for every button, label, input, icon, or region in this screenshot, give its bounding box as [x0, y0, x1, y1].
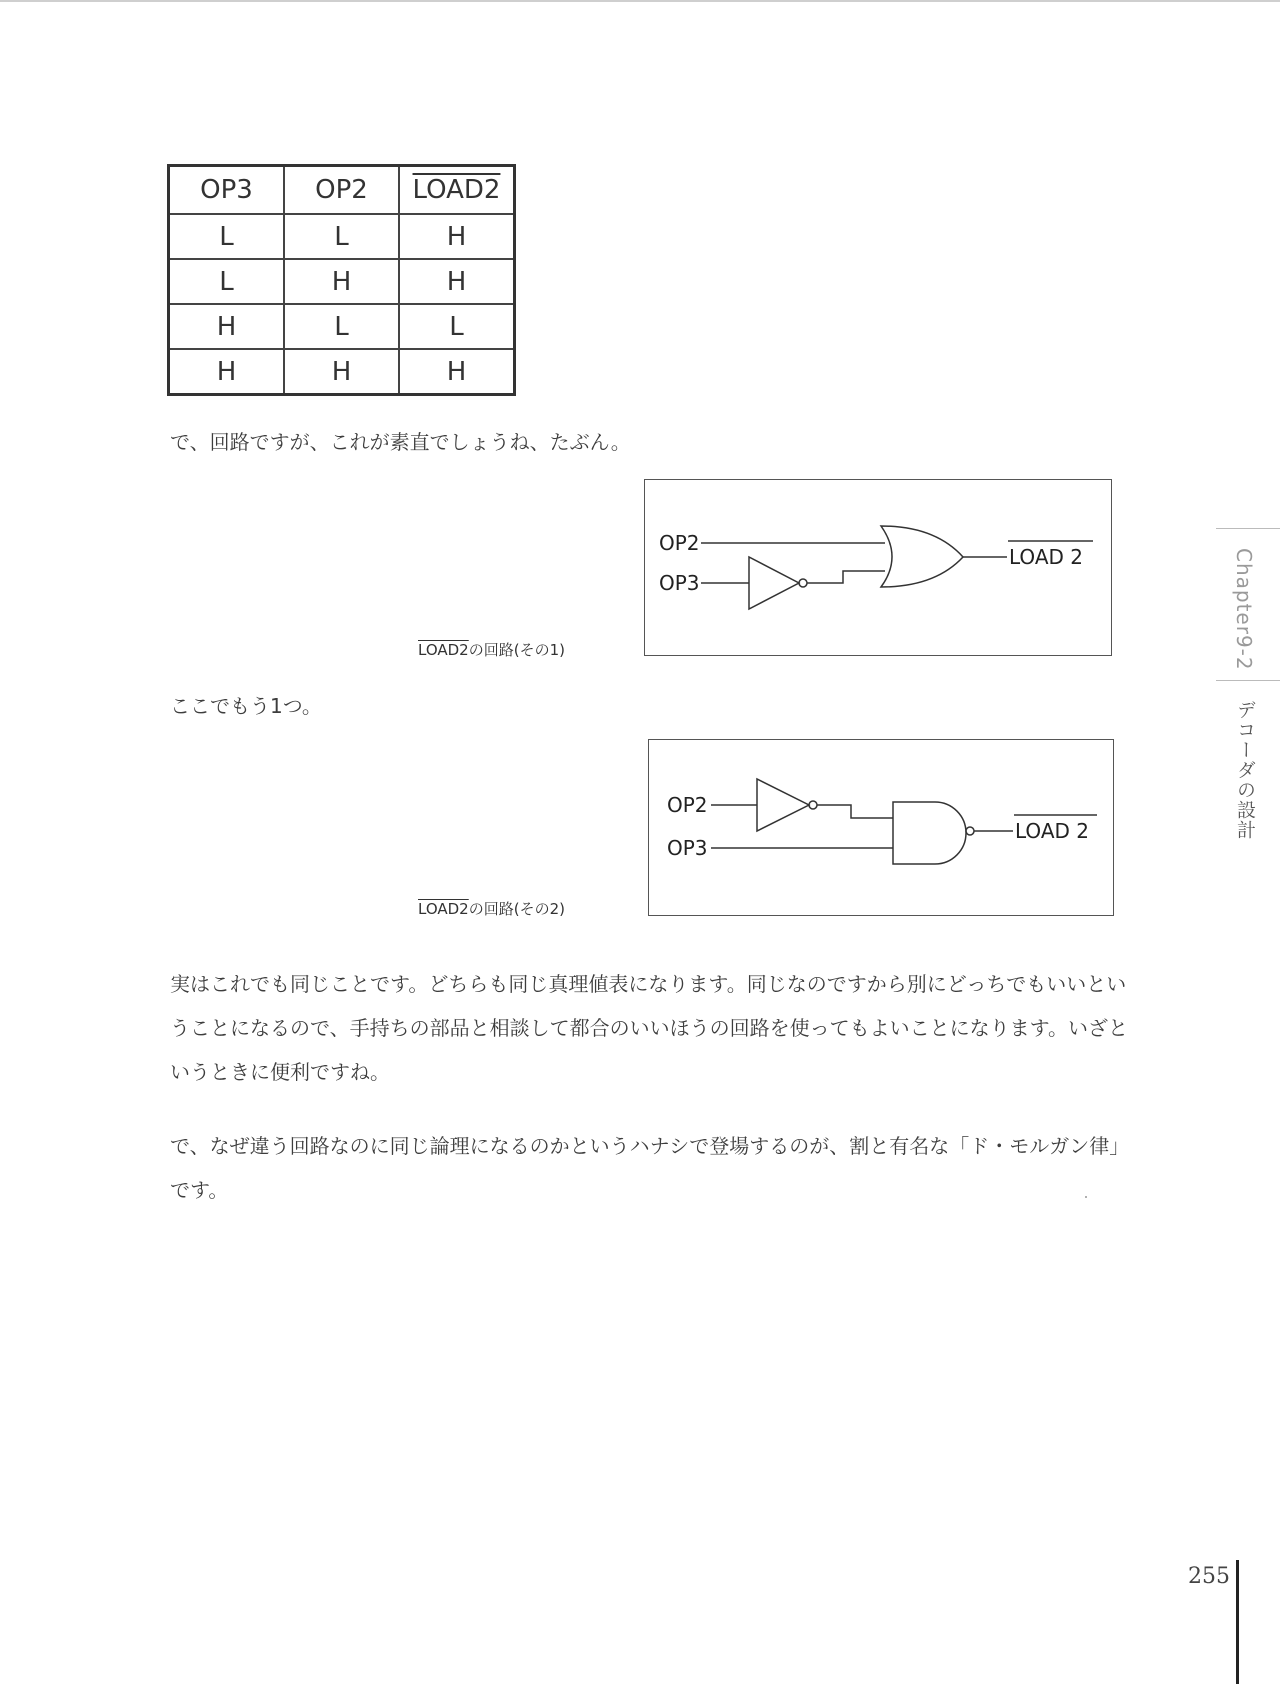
inverter-gate: [757, 779, 809, 831]
page-edge-bar: [1236, 1560, 1239, 1684]
paragraph-de-morgan: で、なぜ違う回路なのに同じ論理になるのかというハナシで登場するのが、割と有名な「ド・モルガン律」です。: [170, 1134, 1130, 1202]
caption-text: の回路(その1): [468, 641, 565, 659]
table-row: [169, 259, 515, 304]
table-cell: H: [169, 349, 285, 395]
side-tab-rule: [1216, 528, 1280, 529]
top-rule: [0, 0, 1280, 2]
table-cell: L: [284, 304, 399, 349]
inverter-gate: [749, 557, 799, 609]
label-op2: OP2: [659, 531, 700, 555]
table-cell: L: [399, 304, 515, 349]
caption-signal: LOAD2: [418, 641, 469, 659]
circuit-diagram-1: [644, 479, 1112, 656]
label-op2: OP2: [667, 793, 708, 817]
table-header-row: [169, 166, 515, 215]
side-tab-divider: [1216, 680, 1280, 681]
column-header-op2: OP2: [284, 166, 399, 215]
paragraph-equivalence: 実はこれでも同じことです。どちらも同じ真理値表になります。同じなのですから別にどっちでもいいということになるので、手持ちの部品と相談して都合のいいほうの回路を使ってもよいことになります。いざというときに便利ですね。: [170, 972, 1128, 1084]
side-tab-title: デコーダの設計: [1234, 700, 1256, 840]
table-cell: H: [284, 259, 399, 304]
table-cell: L: [169, 259, 285, 304]
table-cell: H: [284, 349, 399, 395]
circuit-diagram-2: [648, 739, 1114, 916]
page-number: 255: [1188, 1564, 1230, 1589]
caption-circuit-2: [418, 898, 565, 919]
column-header-op3: OP3: [169, 166, 285, 215]
table-cell: H: [169, 304, 285, 349]
label-op3: OP3: [659, 571, 700, 595]
paragraph-another-circuit: ここでもう1つ。: [170, 694, 322, 718]
nand-gate: [893, 802, 966, 864]
table-row: [169, 304, 515, 349]
label-load2: LOAD 2: [1015, 819, 1089, 843]
circuit-2-svg: [649, 740, 1113, 915]
table-cell: L: [284, 214, 399, 259]
table-cell: L: [169, 214, 285, 259]
table-row: [169, 214, 515, 259]
truth-table: [167, 164, 516, 396]
table-cell: H: [399, 349, 515, 395]
side-tab-chapter: Chapter9-2: [1232, 548, 1256, 671]
paragraph-intro-circuit: で、回路ですが、これが素直でしょうね、たぶん。: [170, 430, 631, 454]
wire-inverter-out: [817, 805, 893, 818]
nand-bubble: [966, 827, 974, 835]
or-gate: [881, 526, 963, 587]
table-row: [169, 349, 515, 395]
wire-inverter-out: [807, 571, 885, 583]
table-cell: H: [399, 214, 515, 259]
label-op3: OP3: [667, 836, 708, 860]
column-header-load2: LOAD2: [399, 166, 515, 215]
caption-circuit-1: [418, 639, 565, 660]
caption-signal: LOAD2: [418, 900, 469, 918]
circuit-1-svg: [645, 480, 1111, 655]
caption-text: の回路(その2): [468, 900, 565, 918]
label-load2: LOAD 2: [1009, 545, 1083, 569]
table-cell: H: [399, 259, 515, 304]
scan-speck: [1085, 1196, 1087, 1198]
